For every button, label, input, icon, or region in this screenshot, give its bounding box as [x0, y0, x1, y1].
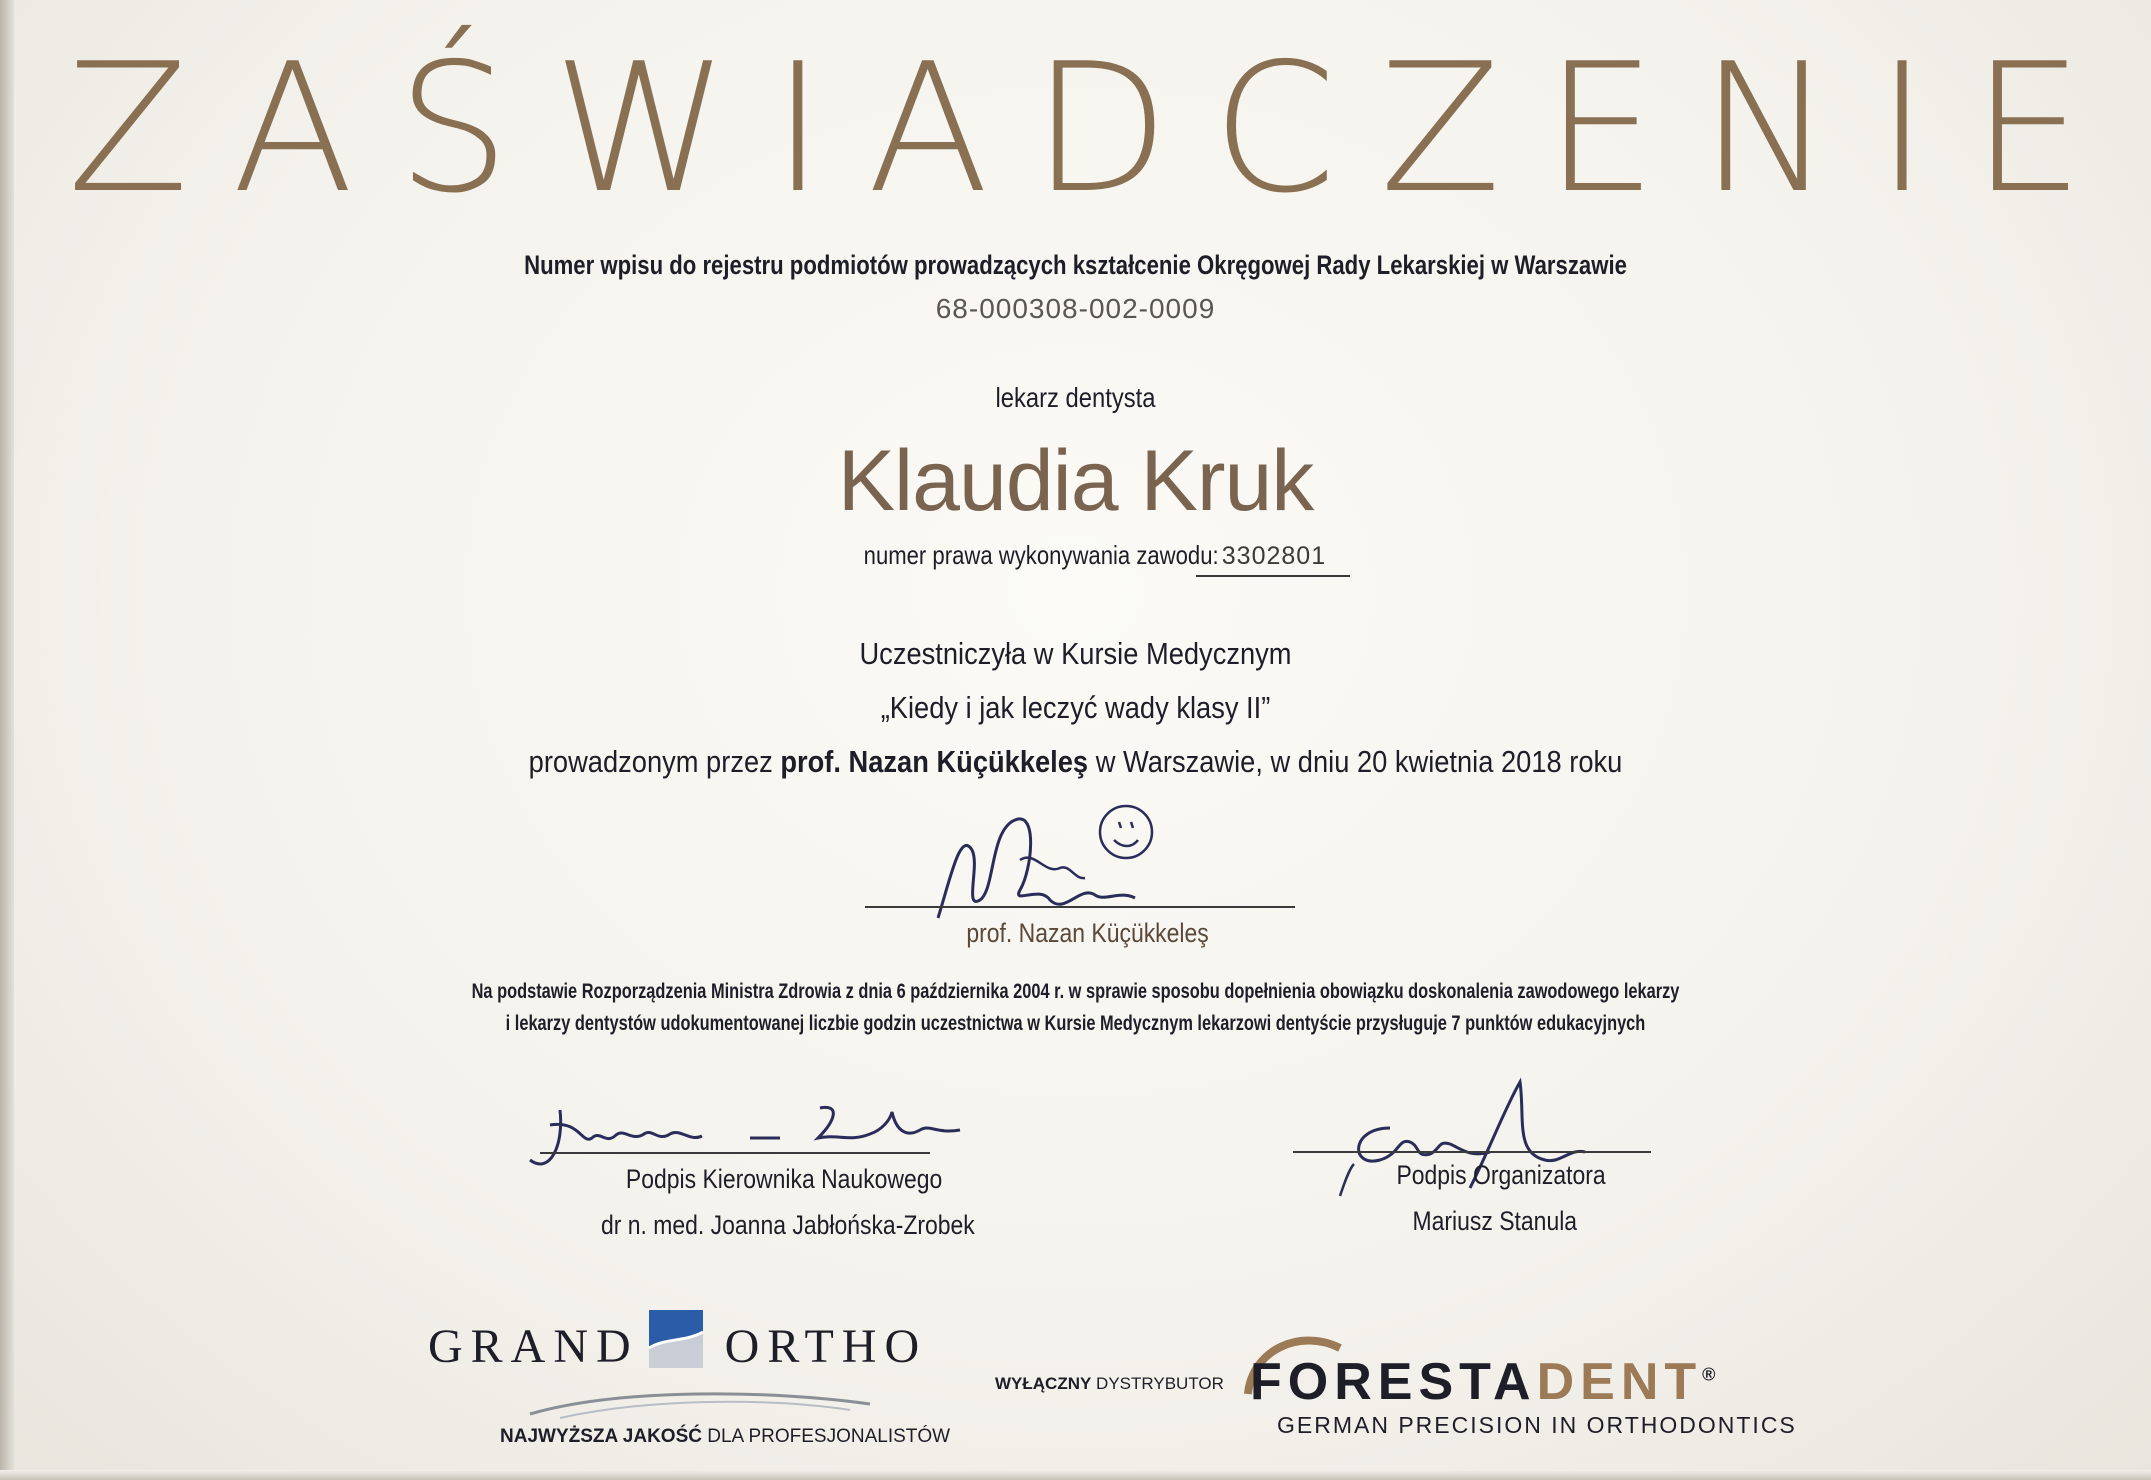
paper-edge-bottom	[0, 1470, 2151, 1480]
course-line-3	[129, 744, 2022, 780]
forestadent-foresta: FORESTA	[1250, 1353, 1537, 1411]
registered-mark: ®	[1702, 1364, 1716, 1385]
license-label: numer prawa wykonywania zawodu:	[863, 540, 1219, 570]
legal-note-line-2: i lekarzy dentystów udokumentowanej liczbie godzin uczestnictwa w Kursie Medycznym lekarzowi dentyście przysługuje 7 punktów edukacyjnych	[505, 1011, 1646, 1035]
license-row	[0, 540, 2151, 577]
register-number: 68-000308-002-0009	[935, 293, 1216, 324]
register-label: Numer wpisu do rejestru podmiotów prowadzących kształcenie Okręgowej Rady Lekarskiej w Warszawie	[524, 250, 1627, 280]
course-line-3-post: w Warszawie, w dniu 20 kwietnia 2018 roku	[1088, 744, 1623, 779]
grand-ortho-swoosh-icon	[520, 1384, 880, 1424]
grand-ortho-mark-icon	[645, 1308, 707, 1370]
forestadent-tagline: GERMAN PRECISION IN ORTHODONTICS	[1277, 1412, 1797, 1438]
lecturer-signature-label: prof. Nazan Küçükkeleş	[966, 918, 1209, 948]
scientific-head-signature-line	[540, 1152, 930, 1154]
grand-ortho-tagline-rest: DLA PROFESJONALISTÓW	[701, 1426, 951, 1447]
course-title: „Kiedy i jak leczyć wady klasy II”	[880, 690, 1271, 725]
distributor-rest: DYSTRYBUTOR	[1091, 1374, 1224, 1393]
grand-ortho-logo-right: ORTHO	[724, 1320, 928, 1373]
scientific-head-name: dr n. med. Joanna Jabłońska-Zrobek	[600, 1210, 975, 1240]
legal-note-line-1: Na podstawie Rozporządzenia Ministra Zdrowia z dnia 6 października 2004 r. w sprawie sposobu dopełnienia obowiązku doskonalenia zawodowego lekarzy	[471, 980, 1680, 1003]
organizer-signature-line	[1293, 1151, 1651, 1153]
certificate-title: ZAŚWIADCZENIE	[67, 25, 2127, 232]
lecturer-signature	[920, 790, 1180, 930]
license-number: 3302801	[1196, 542, 1350, 577]
profession: lekarz dentysta	[995, 382, 1156, 413]
grand-ortho-tagline-bold: NAJWYŻSZA JAKOŚĆ	[500, 1426, 702, 1447]
forestadent-dent: DENT	[1536, 1353, 1703, 1411]
scientific-head-label: Podpis Kierownika Naukowego	[625, 1164, 943, 1194]
distributor-bold: WYŁĄCZNY	[995, 1374, 1092, 1393]
grand-ortho-logo-left: GRAND	[428, 1320, 639, 1373]
recipient-name: Klaudia Kruk	[837, 433, 1314, 529]
course-lecturer: prof. Nazan Küçükkeleş	[780, 744, 1089, 779]
legal-note	[237, 976, 1915, 1039]
course-line-1: Uczestniczyła w Kursie Medycznym	[859, 636, 1292, 671]
lecturer-signature-line	[865, 906, 1295, 908]
distributor-label	[995, 1374, 1224, 1394]
paper-edge-left	[0, 0, 14, 1480]
grand-ortho-tagline	[500, 1426, 950, 1448]
grand-ortho-logo	[428, 1308, 927, 1374]
organizer-label: Podpis Organizatora	[1396, 1160, 1606, 1190]
course-line-3-pre: prowadzonym przez	[528, 744, 781, 779]
forestadent-logo	[1250, 1352, 1715, 1412]
organizer-name: Mariusz Stanula	[1412, 1206, 1578, 1236]
